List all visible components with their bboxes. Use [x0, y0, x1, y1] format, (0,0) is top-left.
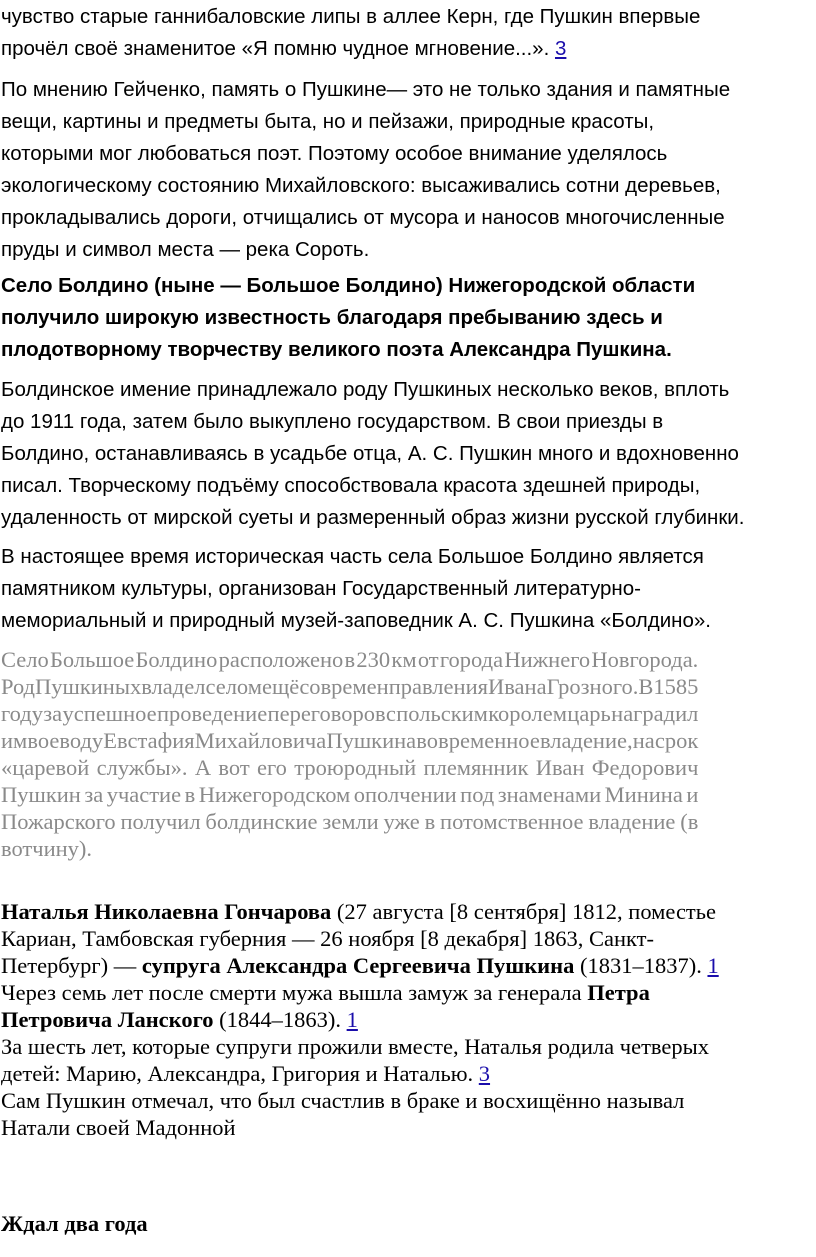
- text-line: [1, 979, 719, 1006]
- text-line: вотчину).: [1, 836, 93, 861]
- word: правления: [388, 674, 488, 699]
- word: знаменами: [497, 782, 602, 807]
- footnote-link[interactable]: 3: [478, 1061, 491, 1086]
- text-line: Болдино, останавливаясь в усадьбе отца, А. С. Пушкин много и вдохновенно: [1, 442, 739, 465]
- text-line: Сам Пушкин отмечал, что был счастлив в браке и восхищённо называл: [1, 1088, 685, 1113]
- section-heading: [0, 1210, 148, 1237]
- word: Болдино: [135, 647, 218, 672]
- word: королем: [488, 701, 567, 726]
- paragraph-kern-alley: [0, 1, 700, 65]
- word: за: [84, 782, 104, 807]
- text-fragment: (1831–1837).: [574, 953, 708, 978]
- word: срок: [654, 728, 699, 753]
- person-name: Наталья Николаевна Гончарова: [1, 899, 332, 924]
- text-line: получило широкую известность благодаря пребыванию здесь и: [1, 306, 663, 329]
- word: Нижегородском: [198, 782, 351, 807]
- boldino-intro-heading: [0, 270, 695, 366]
- word: Нижнего: [504, 647, 591, 672]
- text-line: [1, 1060, 719, 1087]
- word: Новгорода.: [591, 647, 699, 672]
- text-line: За шесть лет, которые супруги прожили вместе, Наталья родила четверых: [1, 1034, 710, 1059]
- word: владел: [141, 674, 206, 699]
- word: на: [632, 728, 655, 753]
- text-line: до 1911 года, затем было выкуплено государством. В свои приезды в: [1, 410, 664, 433]
- word: от: [417, 647, 439, 672]
- word: Федорович: [591, 755, 699, 780]
- word: Минина: [604, 782, 683, 807]
- word: в: [184, 782, 196, 807]
- word: уже: [383, 809, 420, 834]
- word: ополчении: [353, 782, 457, 807]
- text-line: удаленность от мирской суеты и размеренный образ жизни русской глубинки.: [1, 506, 745, 529]
- word: проведение: [156, 701, 268, 726]
- word: во: [416, 728, 439, 753]
- text-fragment: детей: Марию, Александра, Григория и Наталью.: [1, 1061, 479, 1086]
- text-line: По мнению Гейченко, память о Пушкине— это не только здания и памятные: [1, 78, 731, 101]
- word: А: [194, 755, 212, 780]
- bold-fragment: супруга Александра Сергеевича Пушкина: [141, 953, 575, 978]
- footnote-link[interactable]: 3: [554, 37, 567, 60]
- word: получил: [120, 809, 201, 834]
- word: его: [257, 755, 287, 780]
- word: Пожарского: [1, 809, 116, 834]
- text-line: Болдинское имение принадлежало роду Пушкиных несколько веков, вплоть: [1, 378, 730, 401]
- word: ещё: [262, 674, 300, 699]
- text-line: прокладывались дороги, отчищались от мусора и наносов многочисленные: [1, 206, 725, 229]
- word: переговоров: [267, 701, 386, 726]
- word: в: [424, 809, 436, 834]
- word: службы».: [96, 755, 188, 780]
- text-line: [1, 754, 698, 781]
- text-line: [1, 781, 698, 808]
- footnote-link[interactable]: 1: [346, 1007, 358, 1032]
- footnote-link[interactable]: 1: [707, 953, 719, 978]
- text-fragment: Через семь лет после смерти мужа вышла замуж за генерала: [1, 980, 588, 1005]
- word: км: [391, 647, 417, 672]
- paragraph-boldino-history: [0, 646, 698, 862]
- word: временное: [438, 728, 540, 753]
- text-line: Село Болдино (ныне — Большое Болдино) Нижегородской области: [1, 274, 696, 297]
- word: успешное: [62, 701, 157, 726]
- word: племянник: [423, 755, 529, 780]
- word: в: [344, 647, 356, 672]
- word: города: [439, 647, 504, 672]
- word: расположено: [218, 647, 344, 672]
- text-line: [1, 898, 719, 925]
- word: Евстафия: [103, 728, 195, 753]
- word: со: [299, 674, 321, 699]
- word: Пушкина: [326, 728, 417, 753]
- word: им: [1, 728, 28, 753]
- word: вот: [218, 755, 250, 780]
- word: (в: [680, 809, 699, 834]
- text-fragment: Петербург) —: [1, 953, 142, 978]
- text-line: которыми мог любоваться поэт. Поэтому особое внимание уделялось: [1, 142, 668, 165]
- text-line: писал. Творческому подъёму способствовала красота здешней природы,: [1, 474, 701, 497]
- word: Пушкин: [1, 782, 81, 807]
- word: 1585: [653, 674, 699, 699]
- text-line: [1, 33, 700, 65]
- text-fragment: (1844–1863).: [213, 1007, 347, 1032]
- word: наградил: [611, 701, 699, 726]
- word: земли: [322, 809, 379, 834]
- word: Михайловича: [194, 728, 327, 753]
- word: В: [638, 674, 654, 699]
- paragraph-boldino-estate: [0, 374, 744, 534]
- word: польским: [396, 701, 488, 726]
- bold-fragment: Петра: [587, 980, 650, 1005]
- word: с: [385, 701, 396, 726]
- text-line: Кариан, Тамбовская губерния — 26 ноября [8 декабря] 1863, Санкт-: [1, 926, 654, 951]
- word: троюродный: [294, 755, 417, 780]
- text-fragment: (27 августа [8 сентября] 1812, поместье: [331, 899, 717, 924]
- word: владение,: [539, 728, 633, 753]
- word: селом: [205, 674, 262, 699]
- text-line: плодотворному творчеству великого поэта Александра Пушкина.: [1, 338, 672, 361]
- text-line: чувство старые ганнибаловские липы в аллее Керн, где Пушкин впервые: [1, 5, 701, 28]
- word: Пушкиных: [35, 674, 142, 699]
- text-line: Натали своей Мадонной: [1, 1115, 236, 1140]
- word: под: [460, 782, 495, 807]
- word: владение: [588, 809, 676, 834]
- heading-text: Ждал два года: [1, 1211, 148, 1236]
- person-name: Петровича Ланского: [1, 1007, 214, 1032]
- text-line: памятником культуры, организован Государственный литературно-: [1, 577, 641, 600]
- paragraph-geychenko: [0, 74, 730, 266]
- word: году: [1, 701, 43, 726]
- word: Ивана: [487, 674, 547, 699]
- word: Большое: [50, 647, 135, 672]
- word: Иван: [535, 755, 585, 780]
- text-line: [1, 1006, 719, 1033]
- word: Село: [1, 647, 49, 672]
- text-line: [1, 808, 698, 835]
- text-fragment: прочёл своё знаменитое «Я помню чудное мгновение...».: [1, 37, 550, 60]
- paragraph-goncharova: [0, 898, 719, 1141]
- text-line: [1, 952, 719, 979]
- text-line: экологическому состоянию Михайловского: высаживались сотни деревьев,: [1, 174, 721, 197]
- text-line: [1, 727, 698, 754]
- text-line: вещи, картины и предметы быта, но и пейзажи, природные красоты,: [1, 110, 655, 133]
- word: царь: [567, 701, 611, 726]
- word: потомственное: [440, 809, 584, 834]
- text-line: [1, 700, 698, 727]
- text-line: пруды и символ места — река Сороть.: [1, 238, 370, 261]
- word: и: [686, 782, 699, 807]
- paragraph-boldino-museum: [0, 541, 711, 637]
- text-line: мемориальный и природный музей-заповедник А. С. Пушкина «Болдино».: [1, 609, 711, 632]
- word: времен: [320, 674, 389, 699]
- word: за: [43, 701, 63, 726]
- text-line: В настоящее время историческая часть села Большое Болдино является: [1, 545, 704, 568]
- text-line: [1, 646, 698, 673]
- word: участие: [106, 782, 182, 807]
- word: «царевой: [1, 755, 90, 780]
- word: Грозного.: [546, 674, 639, 699]
- word: Род: [1, 674, 36, 699]
- text-line: [1, 673, 698, 700]
- word: болдинские: [205, 809, 318, 834]
- word: воеводу: [27, 728, 104, 753]
- word: 230: [356, 647, 391, 672]
